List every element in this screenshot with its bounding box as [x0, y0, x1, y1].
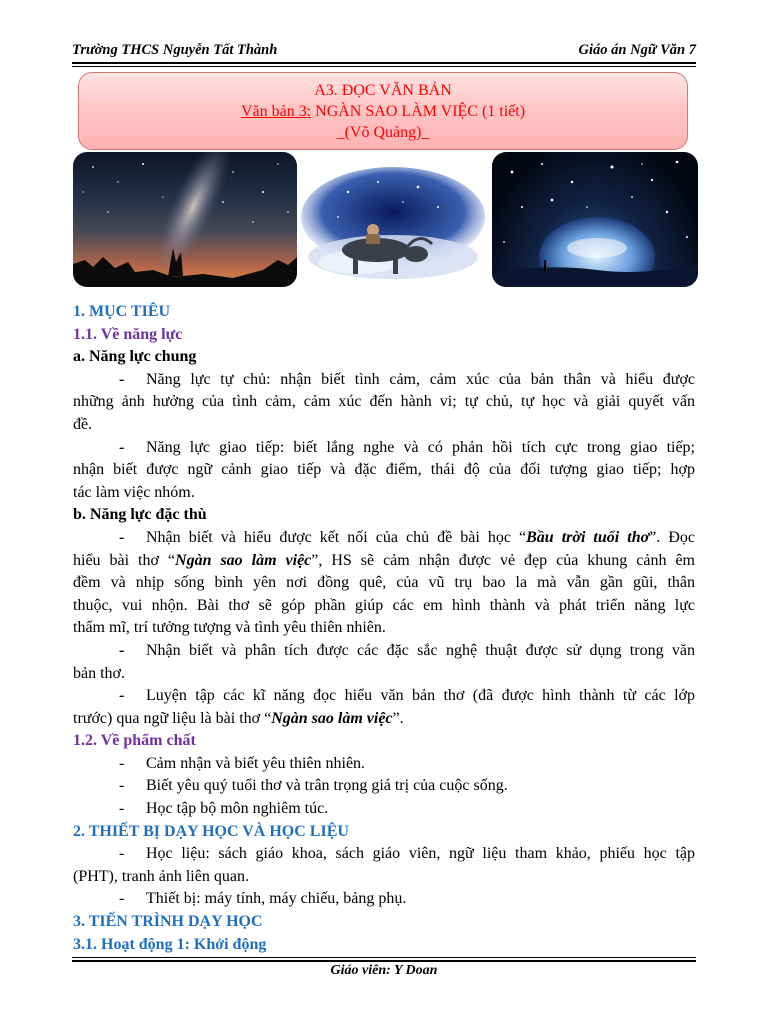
page-footer: Giáo viên: Y Doan [330, 963, 438, 978]
list-item: - Học liệu: sách giáo khoa, sách giáo viên, ngữ liệu tham khảo, phiếu học tập [73, 843, 695, 866]
paragraph-line: hiểu bài thơ “Ngàn sao làm việc”, HS sẽ cảm nhận được vẻ đẹp của khung cảnh êm [73, 551, 695, 569]
list-item: - Biết yêu quý tuổi thơ và trân trọng giá trị của cuộc sống. [73, 775, 695, 798]
text-label: Văn bản 3: [240, 103, 312, 120]
bullet-dash: - [119, 800, 125, 818]
list-item: - Năng lực giao tiếp: biết lắng nghe và có phản hồi tích cực trong giao tiếp; [73, 437, 695, 460]
bullet-dash: - [119, 777, 125, 795]
bullet-dash: - [119, 438, 125, 456]
title-line-1: A3. ĐỌC VĂN BẢN [314, 82, 452, 99]
heading-competence: 1.1. Về năng lực [73, 325, 183, 343]
heading-equipment: 2. THIẾT BỊ DẠY HỌC VÀ HỌC LIỆU [73, 822, 349, 840]
list-item: - Nhận biết và hiểu được kết nối của chủ đề bài học “Bầu trời tuổi thơ”. Đọc [73, 527, 695, 550]
bullet-dash: - [119, 641, 125, 659]
heading-teaching-process: 3. TIẾN TRÌNH DẠY HỌC [73, 913, 263, 931]
title-line-3: _(Võ Quảng)_ [336, 124, 430, 141]
header-rule-thick [72, 62, 696, 64]
list-item: - Nhận biết và phân tích được các đặc sắc nghệ thuật được sử dụng trong văn [73, 640, 695, 663]
paragraph-line: những ảnh hưởng của tình cảm, cảm xúc đến hành vi; tự chủ, tự học và giải quyết vấn [73, 393, 695, 411]
text-title: NGÀN SAO LÀM VIỆC (1 tiết) [311, 103, 526, 120]
paragraph-line: đềm và nhịp sống bình yên nơi đồng quê, của vũ trụ bao la mà vẫn gần gũi, thân [73, 574, 695, 592]
bullet-dash: - [119, 687, 125, 705]
footer-rule-thick [72, 960, 696, 962]
milky-way-image [73, 152, 297, 287]
page-header [72, 42, 696, 59]
paragraph-line: thẩm mĩ, trí tưởng tượng và tình yêu thiên nhiên. [73, 619, 386, 637]
title-line-2 [79, 101, 687, 122]
bullet-dash: - [119, 370, 125, 388]
lesson-body [73, 301, 695, 956]
school-name: Trường THCS Nguyễn Tất Thành [72, 42, 278, 58]
heading-qualities: 1.2. Về phẩm chất [73, 732, 196, 750]
starry-sky-image [492, 152, 698, 287]
list-item: - Cảm nhận và biết yêu thiên nhiên. [73, 753, 695, 776]
bullet-dash: - [119, 528, 125, 546]
footer-rule-thin [72, 957, 696, 958]
paragraph-line: nhận biết được ngữ cảnh giao tiếp và đặc điểm, thái độ của đối tượng giao tiếp; hợp [73, 461, 695, 479]
lesson-title-box [78, 72, 688, 150]
heading-specific-competence: b. Năng lực đặc thù [73, 506, 207, 524]
list-item: - Luyện tập các kĩ năng đọc hiểu văn bản thơ (đã được hình thành từ các lớp [73, 685, 695, 708]
heading-activity-1: 3.1. Hoạt động 1: Khởi động [73, 935, 267, 953]
list-item: - Thiết bị: máy tính, máy chiếu, bảng phụ. [73, 888, 695, 911]
heading-objectives: 1. MỤC TIÊU [73, 303, 171, 320]
paragraph-line: đề. [73, 415, 93, 433]
subject-name: Giáo án Ngữ Văn 7 [578, 42, 696, 58]
list-item: - Năng lực tự chủ: nhận biết tình cảm, cảm xúc của bản thân và hiểu được [73, 369, 695, 392]
paragraph-line: (PHT), tranh ảnh liên quan. [73, 867, 249, 885]
header-rule-thin [72, 66, 696, 67]
paragraph-line: thuộc, vui nhộn. Bài thơ sẽ góp phần giúp các em hình thành và phát triển năng lực [73, 596, 695, 614]
paragraph-line: tác làm việc nhóm. [73, 483, 195, 501]
paragraph-line: bản thơ. [73, 664, 126, 682]
bullet-dash: - [119, 754, 125, 772]
list-item: - Học tập bộ môn nghiêm túc. [73, 798, 695, 821]
boy-on-buffalo-image [298, 162, 488, 290]
paragraph-line: trước) qua ngữ liệu là bài thơ “Ngàn sao làm việc”. [73, 709, 404, 727]
heading-general-competence: a. Năng lực chung [73, 348, 197, 366]
bullet-dash: - [119, 845, 125, 863]
bullet-dash: - [119, 890, 125, 908]
